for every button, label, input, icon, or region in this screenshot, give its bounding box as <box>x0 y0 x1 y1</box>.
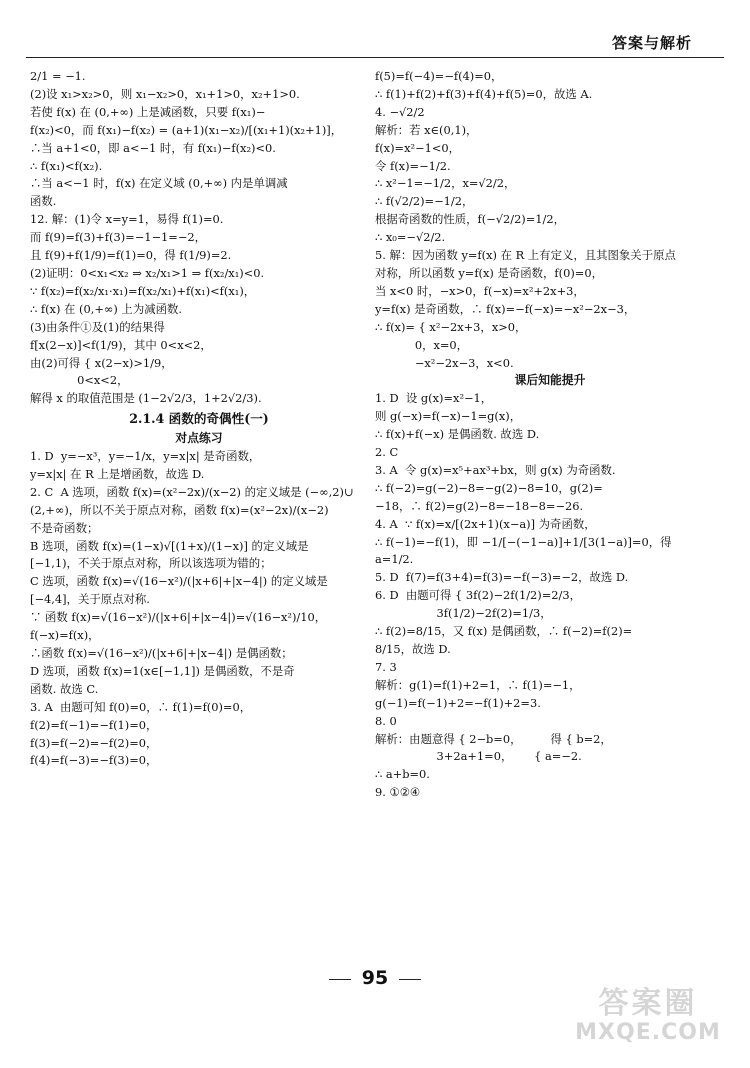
text-line: B 选项，函数 f(x)=(1−x)√[(1+x)/(1−x)] 的定义域是 <box>30 538 309 553</box>
text-line: 解得 x 的取值范围是 (1−2√2/3，1+2√2/3). <box>30 391 262 406</box>
text-line: 8. 0 <box>375 713 397 728</box>
text-line: 0<x<2， <box>30 373 129 388</box>
text-line: ∴ f(x)+f(−x) 是偶函数. 故选 D. <box>375 427 540 442</box>
text-line: 6. D 由题可得 { 3f(2)−2f(1/2)=2/3， <box>375 588 582 603</box>
right-column <box>375 68 725 802</box>
text-line: 函数. 故选 C. <box>30 681 99 696</box>
text-line: f(4)=f(−3)=−f(3)=0， <box>30 753 158 768</box>
text-line: D 选项，函数 f(x)=1(x∈[−1,1]) 是偶函数，不是奇 <box>30 663 295 678</box>
text-line: ∴当 a+1<0，即 a<−1 时，有 f(x₁)−f(x₂)<0. <box>30 140 276 155</box>
text-line: 3. A 令 g(x)=x⁵+ax³+bx，则 g(x) 为奇函数. <box>375 462 616 477</box>
text-line: 当 x<0 时，−x>0，f(−x)=x²+2x+3， <box>375 283 585 298</box>
text-line: 1. D 设 g(x)=x²−1， <box>375 391 493 406</box>
text-line: 1. D y=−x³，y=−1/x，y=x|x| 是奇函数， <box>30 449 261 464</box>
watermark-top-text: 答案圈 <box>598 986 698 1021</box>
text-line: 2.1.4 函数的奇偶性(一) <box>129 411 269 427</box>
text-line: 课后知能提升 <box>514 373 586 388</box>
text-line: 3f(1/2)−2f(2)=1/3， <box>375 606 552 621</box>
text-line: 根据奇函数的性质，f(−√2/2)=1/2， <box>375 212 566 227</box>
text-line: ∴ f(√2/2)=−1/2， <box>375 194 474 209</box>
text-line: 5. 解：因为函数 y=f(x) 在 R 上有定义，且其图象关于原点 <box>375 248 676 263</box>
text-line: 而 f(9)=f(3)+f(3)=−1−1=−2， <box>30 230 207 245</box>
header-title: 答案与解析 <box>611 34 692 52</box>
text-line: 0，x=0， <box>375 337 469 352</box>
text-line: 4. A ∵ f(x)=x/[(2x+1)(x−a)] 为奇函数， <box>375 516 596 531</box>
text-line: 解析：若 x∈(0,1)， <box>375 122 478 137</box>
text-line: 8/15，故选 D. <box>375 642 451 656</box>
text-line: f(−x)=f(x)， <box>30 628 100 643</box>
text-line: ∴ a+b=0. <box>375 767 430 782</box>
text-line: f(x₂)<0，而 f(x₁)−f(x₂) = (a+1)(x₁−x₂)/[(x₁+1)(x₂+1)]， <box>30 122 343 137</box>
text-line: ∴ f(x₁)<f(x₂). <box>30 158 103 173</box>
text-line: f(5)=f(−4)=−f(4)=0， <box>375 69 503 83</box>
text-line: 9. ①②④ <box>375 785 421 800</box>
text-line: 4. −√2/2 <box>375 104 425 119</box>
text-line: f(3)=f(−2)=−f(2)=0， <box>30 735 158 750</box>
text-line: ∴ f(1)+f(2)+f(3)+f(4)+f(5)=0，故选 A. <box>375 86 593 101</box>
text-line: 12. 解：(1)令 x=y=1，易得 f(1)=0. <box>30 212 224 227</box>
text-line: y=f(x) 是奇函数，∴ f(x)=−f(−x)=−x²−2x−3， <box>375 301 636 316</box>
watermark-logo <box>568 972 728 1054</box>
text-line: 对称，所以函数 y=f(x) 是奇函数，f(0)=0， <box>375 265 603 280</box>
footer-dash-left <box>329 979 351 980</box>
text-line: a=1/2. <box>375 552 414 567</box>
text-line: 2/1 = −1. <box>30 69 86 83</box>
text-line: −18，∴ f(2)=g(2)−8=−18−8=−26. <box>375 498 584 513</box>
text-line: ∴ f(x) 在 (0,+∞) 上为减函数. <box>30 301 183 316</box>
page-header <box>26 28 724 58</box>
text-line: 对点练习 <box>175 431 223 446</box>
text-line: ∵ 函数 f(x)=√(16−x²)/(|x+6|+|x−4|)=√(16−x²)/10， <box>30 610 327 625</box>
text-line: [−1,1)，不关于原点对称，所以该选项为错的； <box>30 556 272 571</box>
text-line: 3+2a+1=0， { a=−2. <box>375 749 582 764</box>
text-line: (2,+∞)，所以不关于原点对称，函数 f(x)=(x²−2x)/(x−2) <box>30 502 329 517</box>
text-line: 5. D f(7)=f(3+4)=f(3)=−f(−3)=−2，故选 D. <box>375 570 629 585</box>
text-line: 2. C A 选项，函数 f(x)=(x²−2x)/(x−2) 的定义域是 (−∞,2)∪ <box>30 484 354 499</box>
text-line: 且 f(9)+f(1/9)=f(1)=0，得 f(1/9)=2. <box>30 248 232 263</box>
text-line: y=x|x| 在 R 上是增函数，故选 D. <box>30 466 205 481</box>
text-line: (3)由条件①及(1)的结果得 <box>30 319 165 334</box>
text-line: 7. 3 <box>375 659 397 674</box>
footer-dash-right <box>399 979 421 980</box>
text-line: 不是奇函数； <box>30 520 99 535</box>
text-line: ∴ f(−1)=−f(1)，即 −1/[−(−1−a)]+1/[3(1−a)]=0，得 <box>375 534 672 549</box>
text-line: 令 f(x)=−1/2. <box>375 158 451 173</box>
text-line: 若使 f(x) 在 (0,+∞) 上是减函数，只要 f(x₁)− <box>30 104 266 119</box>
text-line: g(−1)=f(−1)+2=−f(1)+2=3. <box>375 695 541 710</box>
text-line: C 选项，函数 f(x)=√(16−x²)/(|x+6|+|x−4|) 的定义域是 <box>30 574 328 589</box>
text-line: f(2)=f(−1)=−f(1)=0， <box>30 717 158 732</box>
text-line: ∴ f(−2)=g(−2)−8=−g(2)−8=10，g(2)= <box>375 480 603 495</box>
text-line: 解析：由题意得 { 2−b=0， 得 { b=2， <box>375 731 612 746</box>
text-line: ∴当 a<−1 时，f(x) 在定义域 (0,+∞) 内是单调减 <box>30 176 288 191</box>
text-line: ∴ x²−1=−1/2，x=√2/2， <box>375 176 516 191</box>
text-line: 由(2)可得 { x(2−x)>1/9， <box>30 355 173 370</box>
text-line: 3. A 由题可知 f(0)=0，∴ f(1)=f(0)=0， <box>30 699 252 714</box>
page-number: 95 <box>361 967 389 989</box>
text-line: 解析：g(1)=f(1)+2=1，∴ f(1)=−1， <box>375 677 581 692</box>
text-line: [−4,4]，关于原点对称. <box>30 592 150 607</box>
text-line: 函数. <box>30 194 57 209</box>
text-line: ∴ f(x)= { x²−2x+3，x>0， <box>375 319 527 334</box>
text-line: ∵ f(x₂)=f(x₂/x₁·x₁)=f(x₂/x₁)+f(x₁)<f(x₁)， <box>30 283 256 298</box>
text-line: −x²−2x−3，x<0. <box>375 355 514 370</box>
watermark-bottom-text: MXQE.COM <box>575 1020 721 1045</box>
text-line: 则 g(−x)=f(−x)−1=g(x)， <box>375 409 522 424</box>
text-line: ∴ f(2)=8/15，又 f(x) 是偶函数，∴ f(−2)=f(2)= <box>375 624 633 639</box>
text-line: (2)设 x₁>x₂>0，则 x₁−x₂>0，x₁+1>0，x₂+1>0. <box>30 86 300 101</box>
text-line: f(x)=x²−1<0， <box>375 140 461 155</box>
text-line: f[x(2−x)]<f(1/9)，其中 0<x<2， <box>30 337 212 352</box>
left-column <box>30 68 368 770</box>
text-line: ∴ x₀=−√2/2. <box>375 230 446 245</box>
text-line: ∴函数 f(x)=√(16−x²)/(|x+6|+|x−4|) 是偶函数； <box>30 646 293 660</box>
text-line: 2. C <box>375 445 399 460</box>
header-rule <box>26 57 724 58</box>
text-line: (2)证明：0<x₁<x₂ ⇒ x₂/x₁>1 ⇒ f(x₂/x₁)<0. <box>30 265 265 280</box>
